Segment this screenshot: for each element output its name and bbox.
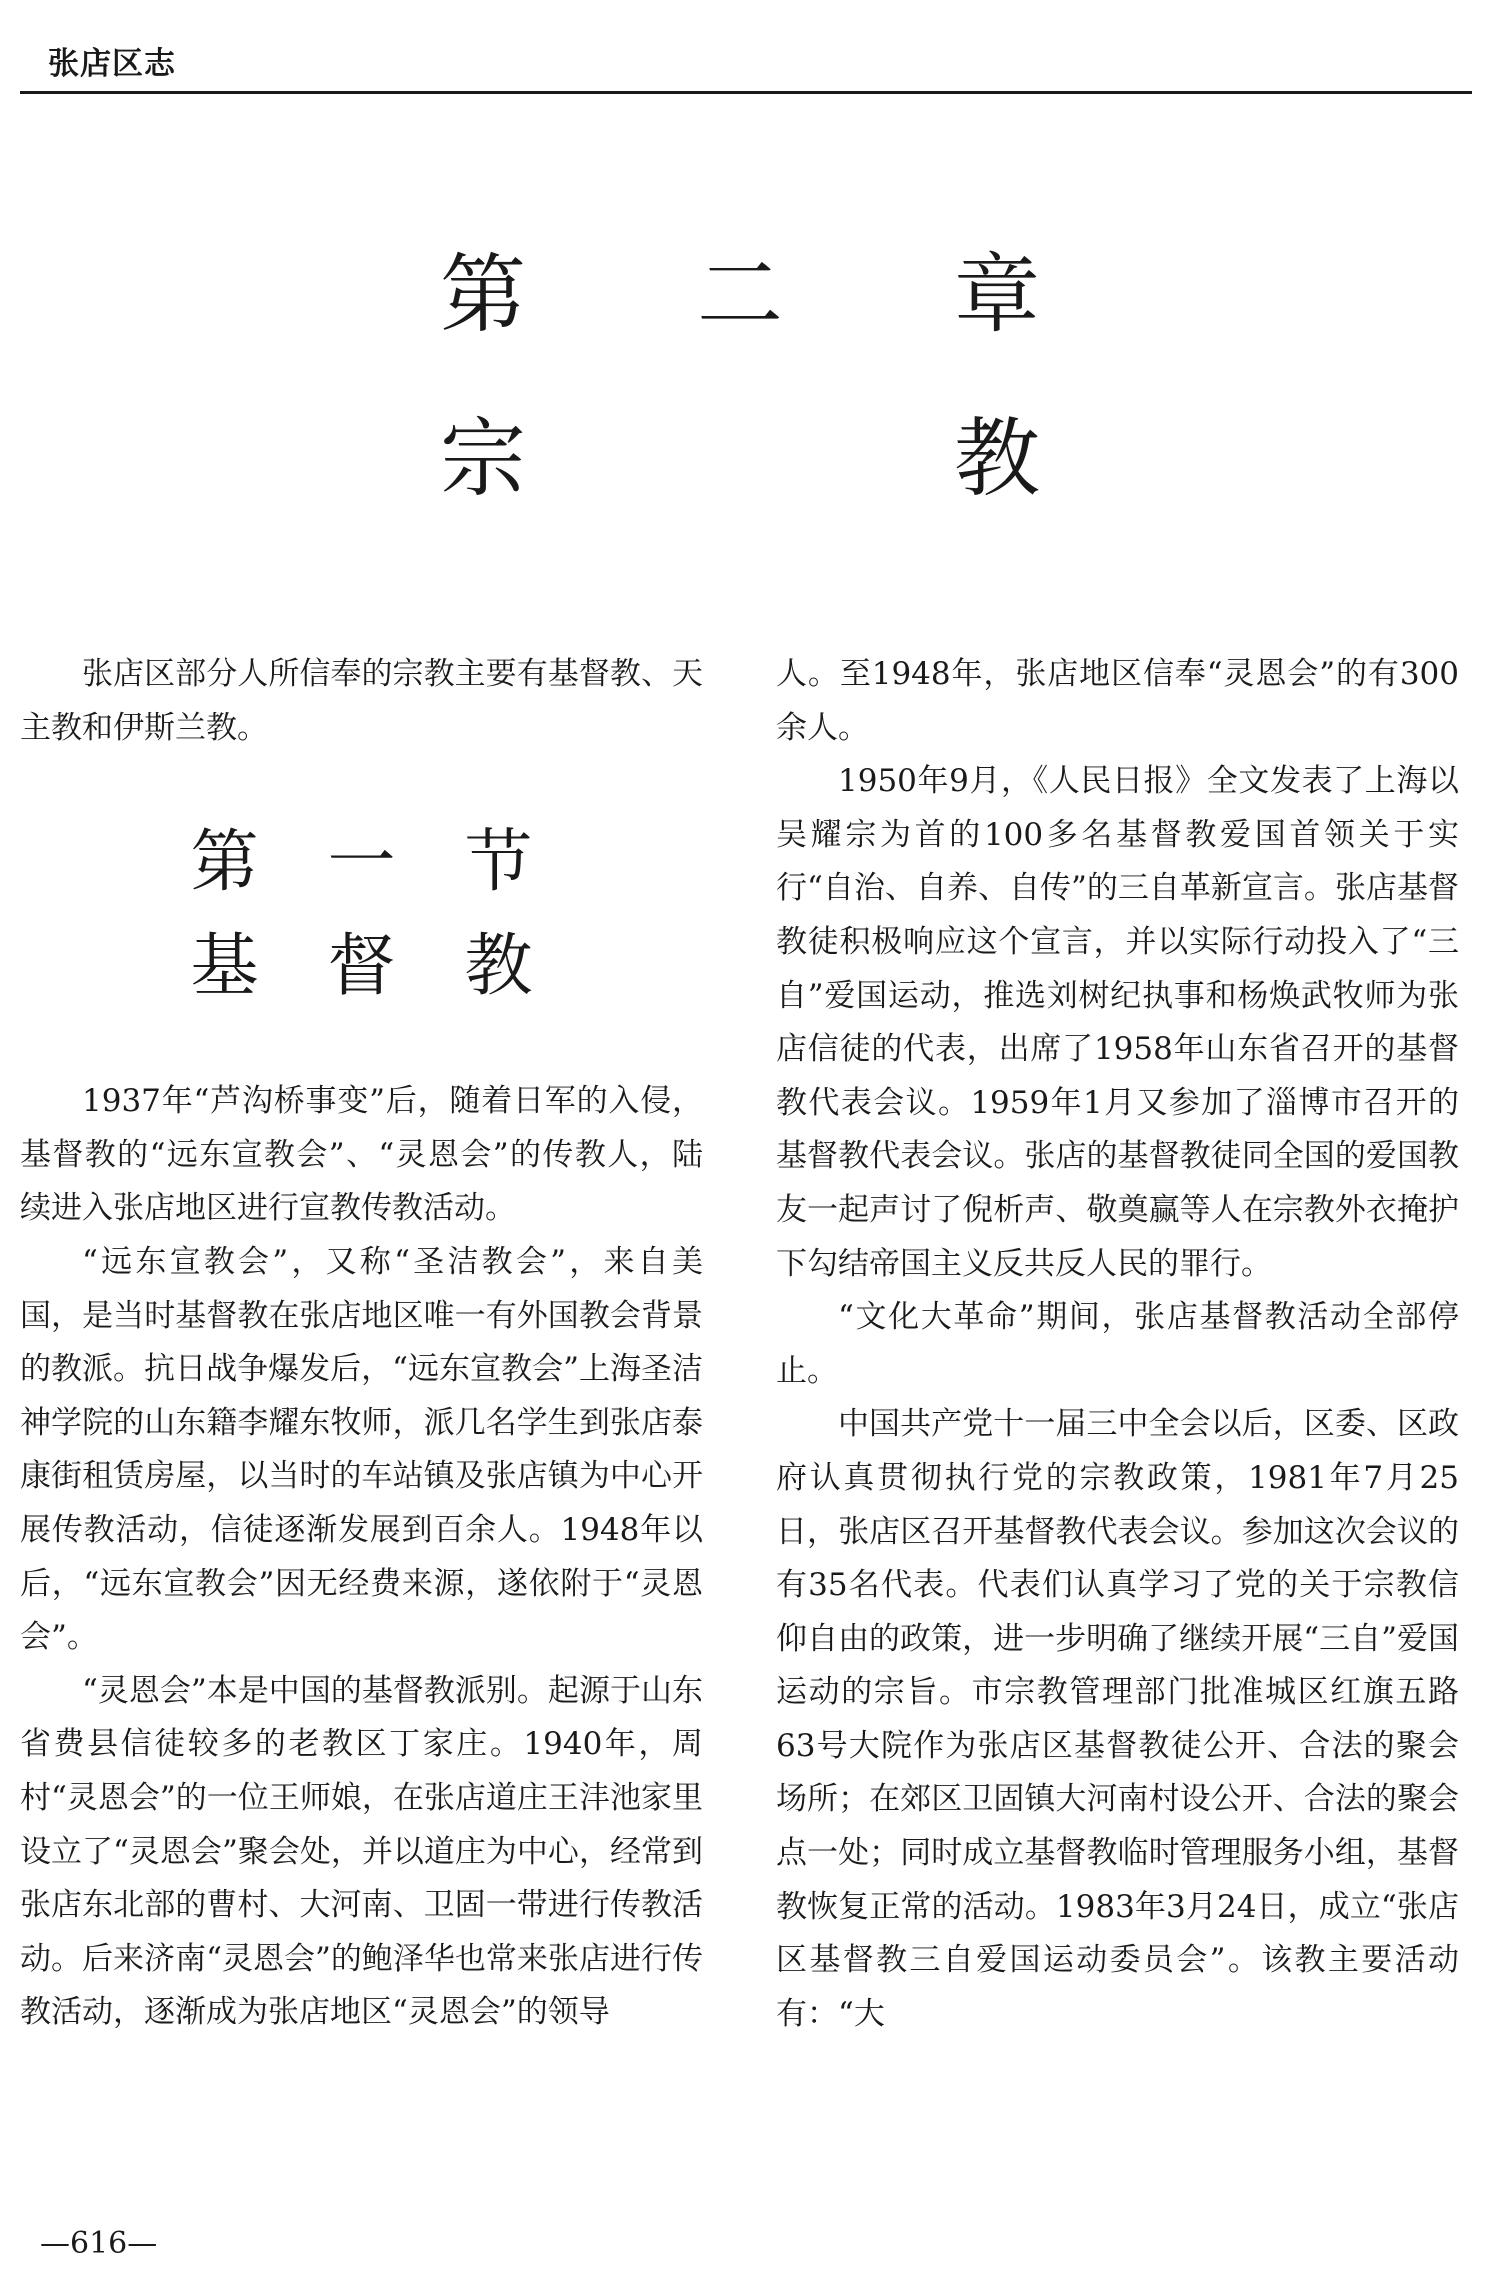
section-title-char: 教: [464, 927, 533, 1007]
chapter-number: [440, 245, 1040, 345]
header-rule: [20, 91, 1472, 94]
section-title-char: 基: [190, 927, 259, 1007]
body-paragraph: 1937年“芦沟桥事变”后，随着日军的入侵，基督教的“远东宣教会”、“灵恩会”的传教人，陆续进入张店地区进行宣教传教活动。: [20, 1083, 703, 1227]
body-paragraph: “文化大革命”期间，张店基督教活动全部停止。: [776, 1299, 1459, 1389]
page-number: —616—: [40, 2226, 158, 2261]
section-number: [190, 823, 533, 903]
section-heading: [20, 755, 703, 1075]
section-number-char: 节: [464, 823, 533, 903]
chapter-number-char: 章: [954, 245, 1040, 345]
section-number-char: 第: [190, 823, 259, 903]
right-column: [776, 648, 1459, 2041]
section-title-char: 督: [327, 927, 396, 1007]
section-number-char: 一: [327, 823, 396, 903]
intro-paragraph: 张店区部分人所信奉的宗教主要有基督教、天主教和伊斯兰教。: [20, 656, 703, 746]
body-paragraph: 中国共产党十一届三中全会以后，区委、区政府认真贯彻执行党的宗教政策，1981年7月25日，张店区召开基督教代表会议。参加这次会议的有35名代表。代表们认真学习了党的关于宗教信仰自由的政策，进一步明确了继续开展“三自”爱国运动的宗旨。市宗教管理部门批准城区红旗五路63号大院作为张店区基督教徒公开、合法的聚会场所；在郊区卫固镇大河南村设公开、合法的聚会点一处；同时成立基督教临时管理服务小组，基督教恢复正常的活动。1983年3月24日，成立“张店区基督教三自爱国运动委员会”。该教主要活动有：“大: [776, 1406, 1459, 2032]
chapter-title: [440, 409, 1040, 509]
left-column: [20, 648, 703, 2040]
body-paragraph: “远东宣教会”，又称“圣洁教会”，来自美国，是当时基督教在张店地区唯一有外国教会背景的教派。抗日战争爆发后，“远东宣教会”上海圣洁神学院的山东籍李耀东牧师，派几名学生到张店泰康街租赁房屋，以当时的车站镇及张店镇为中心开展传教活动，信徒逐渐发展到百余人。1948年以后，“远东宣教会”因无经费来源，遂依附于“灵恩会”。: [20, 1243, 703, 1656]
chapter-title-char: 宗: [440, 409, 526, 509]
running-header: 张店区志: [48, 46, 176, 82]
chapter-number-char: 第: [440, 245, 526, 345]
continued-paragraph: 人。至1948年，张店地区信奉“灵恩会”的有300余人。: [776, 656, 1459, 746]
section-title: [190, 927, 533, 1007]
chapter-number-char: 二: [697, 245, 783, 345]
chapter-title-char: 教: [954, 409, 1040, 509]
body-paragraph: 1950年9月，《人民日报》全文发表了上海以吴耀宗为首的100多名基督教爱国首领关于实行“自治、自养、自传”的三自革新宣言。张店基督教徒积极响应这个宣言，并以实际行动投入了“三自”爱国运动，推选刘树纪执事和杨焕武牧师为张店信徒的代表，出席了1958年山东省召开的基督教代表会议。1959年1月又参加了淄博市召开的基督教代表会议。张店的基督教徒同全国的爱国教友一起声讨了倪析声、敬奠赢等人在宗教外衣掩护下勾结帝国主义反共反人民的罪行。: [776, 763, 1459, 1282]
body-paragraph: “灵恩会”本是中国的基督教派别。起源于山东省费县信徒较多的老教区丁家庄。1940年，周村“灵恩会”的一位王师娘，在张店道庄王沣池家里设立了“灵恩会”聚会处，并以道庄为中心，经常到张店东北部的曹村、大河南、卫固一带进行传教活动。后来济南“灵恩会”的鲍泽华也常来张店进行传教活动，逐渐成为张店地区“灵恩会”的领导: [20, 1672, 703, 2031]
